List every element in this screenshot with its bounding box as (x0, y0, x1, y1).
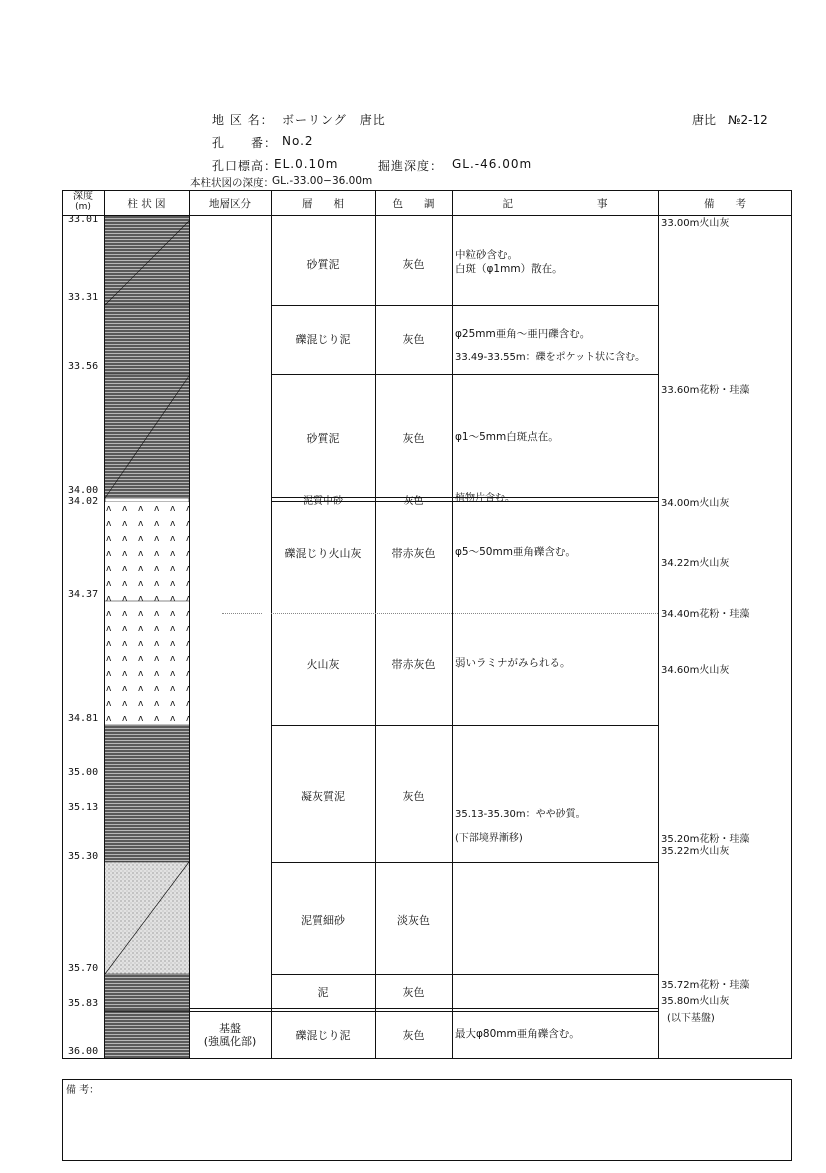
layer-mud (105, 974, 189, 1011)
color-cell: 帯赤灰色 (391, 547, 436, 560)
remark: 34.00m火山灰 (661, 498, 730, 509)
depth-label: 33.31 (68, 292, 99, 303)
facies-cell: 礫混じり泥 (295, 333, 351, 346)
layer-tuffaceous-mud (105, 725, 189, 862)
depth-label: 34.81 (68, 713, 99, 724)
hole-label: 孔 番： (212, 136, 278, 150)
color-cell: 灰色 (403, 496, 424, 507)
column-depth-value: GL.-33.00−36.00m (272, 175, 373, 187)
remark: 33.00m火山灰 (661, 218, 730, 229)
remark: 34.40m花粉・珪藻 (661, 609, 750, 620)
layer-muddy-sand (105, 498, 189, 502)
description-line: (下部境界漸移) (455, 833, 523, 844)
color-cell: 灰色 (402, 790, 425, 803)
hole-value: No.2 (282, 134, 314, 148)
depth-label: 35.70 (68, 963, 99, 974)
color-cell: 帯赤灰色 (391, 658, 436, 671)
remark: 35.20m花粉・珪藻 (661, 834, 750, 845)
divider-color (452, 190, 453, 1059)
description-line: φ25mm亜角〜亜円礫含む。 (455, 328, 591, 340)
boundary (271, 374, 658, 375)
divider-facies (375, 190, 376, 1059)
facies-cell: 砂質泥 (306, 432, 340, 445)
facies-cell: 凝灰質泥 (301, 790, 345, 803)
excavation-value: GL.-46.00m (452, 157, 533, 171)
description-line: 35.13-35.30m：やや砂質。 (455, 809, 586, 820)
facies-cell: 礫混じり泥 (295, 1029, 351, 1042)
header-depth (62, 191, 104, 213)
elevation-label: 孔口標高： (212, 159, 278, 173)
remark: 33.60m花粉・珪藻 (661, 385, 750, 396)
layer-sandy-mud-1 (105, 216, 189, 305)
header-column: 柱 状 図 (127, 198, 166, 210)
remark: 35.80m火山灰 (661, 996, 730, 1007)
depth-label: 36.00 (68, 1046, 99, 1057)
header-division: 地層区分 (209, 198, 251, 210)
elevation-value: EL.0.10m (274, 157, 339, 171)
divider-division (271, 190, 272, 1059)
sheet-id: 唐比 №2-12 (692, 113, 768, 127)
header-color: 色 調 (392, 198, 435, 210)
division-base (189, 1022, 271, 1048)
notes-label: 備 考： (66, 1085, 100, 1096)
color-cell: 灰色 (402, 432, 425, 445)
remark: 35.22m火山灰 (661, 846, 730, 857)
description-line: φ1〜5mm白斑点在。 (455, 431, 559, 443)
excavation-label: 掘進深度： (378, 159, 444, 173)
color-cell: 灰色 (402, 333, 425, 346)
depth-label: 35.30 (68, 851, 99, 862)
layer-gravelly-ash (105, 502, 189, 601)
depth-label: 34.02 (68, 496, 99, 507)
description-line: 33.49-33.55m：礫をポケット状に含む。 (455, 352, 646, 363)
header-depth-unit: (m) (75, 202, 91, 212)
header-depth-text: 深度 (73, 191, 93, 202)
facies-cell: 砂質泥 (306, 258, 340, 271)
boundary (271, 305, 658, 306)
columnar-section (104, 216, 190, 1059)
facies-cell: 泥 (317, 986, 329, 999)
description-line: 植物片含む。 (455, 493, 515, 504)
remark: 35.72m花粉・珪藻 (661, 980, 750, 991)
description-line: 中粒砂含む。 (455, 249, 518, 261)
color-cell: 灰色 (402, 1029, 425, 1042)
depth-label: 35.00 (68, 767, 99, 778)
header-remarks: 備 考 (704, 198, 746, 210)
color-cell: 灰色 (402, 986, 425, 999)
layer-gravelly-mud-2 (105, 1011, 189, 1058)
depth-label: 35.13 (68, 802, 99, 813)
remark: 34.22m火山灰 (661, 558, 730, 569)
description-line: 弱いラミナがみられる。 (455, 657, 571, 669)
notes-box (62, 1079, 792, 1161)
area-value: ボーリング 唐比 (282, 113, 386, 127)
facies-cell: 泥質中砂 (303, 496, 343, 507)
description-line: φ5〜50mm亜角礫含む。 (455, 546, 576, 558)
description-line: 最大φ80mm亜角礫含む。 (455, 1028, 580, 1040)
depth-label: 33.56 (68, 361, 99, 372)
layer-volcanic-ash (105, 601, 189, 725)
gradual-boundary (271, 613, 658, 614)
divider-description (658, 190, 659, 1059)
gradual-boundary (222, 613, 262, 614)
description-line: 白斑（φ1mm）散在。 (455, 263, 563, 275)
area-label: 地 区 名： (212, 113, 274, 127)
column-depth-label: 本柱状図の深度： (190, 177, 274, 189)
facies-cell: 火山灰 (306, 658, 340, 671)
header-facies: 層 相 (302, 198, 344, 210)
facies-cell: 泥質細砂 (301, 914, 345, 927)
header-description: 記 事 (502, 198, 608, 210)
depth-label: 35.83 (68, 998, 99, 1009)
boundary (271, 725, 658, 726)
boundary (271, 974, 658, 975)
division-base-title: 基盤 (219, 1022, 241, 1035)
color-cell: 淡灰色 (397, 914, 430, 927)
remark: (以下基盤) (667, 1013, 715, 1024)
boundary (271, 862, 658, 863)
base-boundary (189, 1008, 658, 1012)
depth-label: 34.37 (68, 589, 99, 600)
layer-gravelly-mud-1 (105, 305, 189, 374)
depth-label: 34.00 (68, 485, 99, 496)
facies-cell: 礫混じり火山灰 (284, 547, 362, 560)
depth-label: 33.01 (68, 214, 99, 225)
division-base-subtitle: (強風化部) (203, 1035, 257, 1048)
color-cell: 灰色 (402, 258, 425, 271)
remark: 34.60m火山灰 (661, 665, 730, 676)
